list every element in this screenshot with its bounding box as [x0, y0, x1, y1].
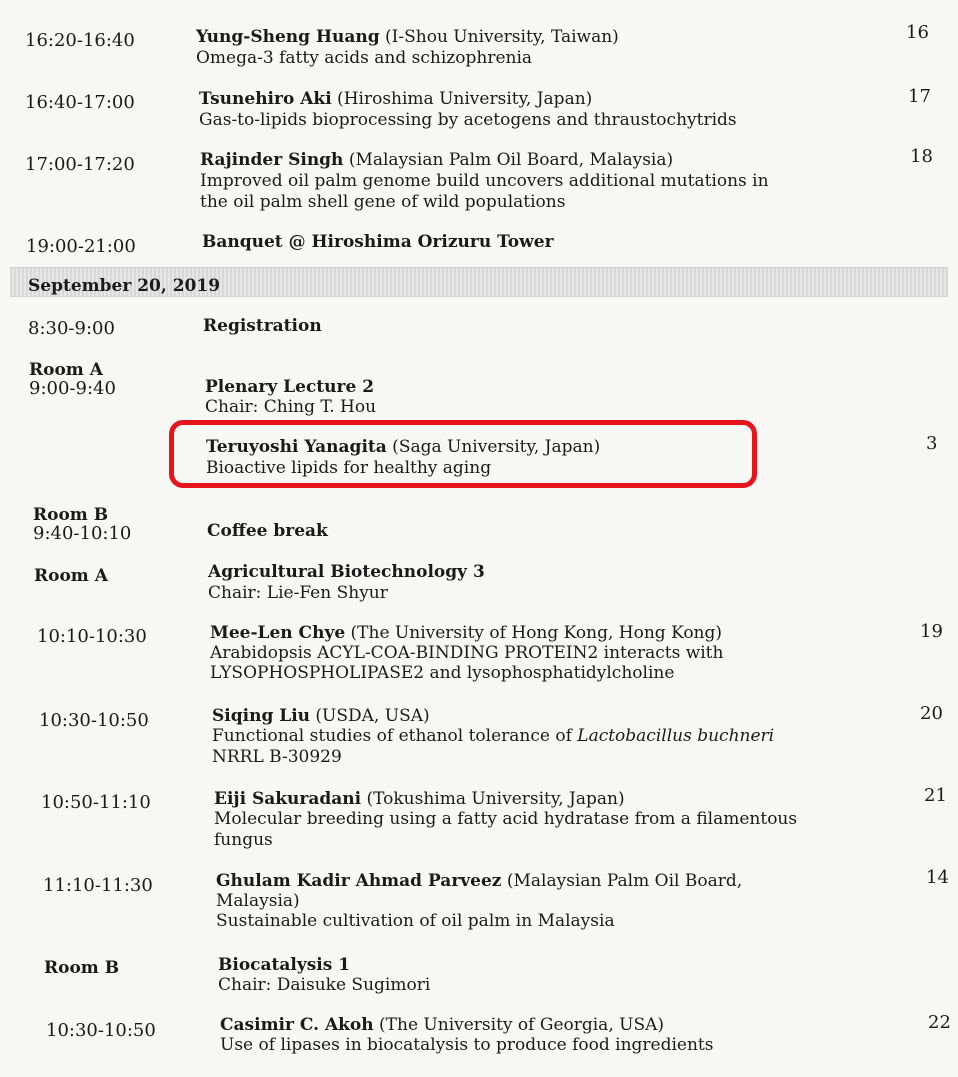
speaker-line: [214, 789, 625, 809]
registration-label: Registration: [203, 316, 322, 336]
page-number: 20: [920, 703, 943, 724]
talk-title: LYSOPHOSPHOLIPASE2 and lysophosphatidylcholine: [210, 663, 675, 683]
time-slot: 19:00-21:00: [26, 236, 136, 257]
talk-title: [212, 726, 774, 746]
talk-title: Arabidopsis ACYL-COA-BINDING PROTEIN2 interacts with: [210, 643, 724, 663]
page-number: 14: [926, 867, 949, 888]
time-slot: 9:40-10:10: [33, 523, 132, 544]
affiliation: Malaysia): [216, 891, 300, 911]
session-title: Biocatalysis 1: [218, 955, 351, 975]
time-slot: 9:00-9:40: [29, 378, 116, 399]
time-slot: 10:50-11:10: [41, 792, 151, 813]
talk-title: Improved oil palm genome build uncovers additional mutations in: [200, 171, 769, 191]
page-number: 19: [920, 621, 943, 642]
talk-title: Molecular breeding using a fatty acid hydratase from a filamentous: [214, 809, 798, 829]
affiliation: (The University of Hong Kong, Hong Kong): [345, 623, 723, 643]
affiliation: (Tokushima University, Japan): [361, 789, 625, 809]
speaker-line: [216, 871, 742, 891]
speaker-name: Tsunehiro Aki: [199, 89, 332, 109]
speaker-line: [200, 150, 673, 170]
title-text: Functional studies of ethanol tolerance of: [212, 726, 578, 746]
speaker-name: Rajinder Singh: [200, 150, 344, 170]
species-name: Lactobacillus buchneri: [577, 726, 775, 746]
banquet-label: Banquet @ Hiroshima Orizuru Tower: [202, 232, 554, 252]
speaker-line: [206, 437, 600, 457]
time-slot: 16:20-16:40: [25, 30, 135, 51]
coffee-label: Coffee break: [207, 521, 328, 541]
speaker-name: Ghulam Kadir Ahmad Parveez: [216, 871, 502, 891]
speaker-line: [210, 623, 722, 643]
room-label: Room A: [34, 566, 108, 586]
affiliation: (Saga University, Japan): [386, 437, 601, 457]
speaker-line: [199, 89, 592, 109]
speaker-name: Teruyoshi Yanagita: [206, 437, 387, 457]
affiliation: (I-Shou University, Taiwan): [379, 27, 619, 47]
time-slot: 10:30-10:50: [39, 710, 149, 731]
talk-title: Use of lipases in biocatalysis to produce food ingredients: [220, 1035, 714, 1055]
affiliation: (The University of Georgia, USA): [373, 1015, 665, 1035]
room-label: Room A: [29, 360, 103, 380]
time-slot: 8:30-9:00: [28, 318, 115, 339]
page-number: 21: [924, 785, 947, 806]
speaker-name: Yung-Sheng Huang: [196, 27, 380, 47]
time-slot: 10:30-10:50: [46, 1020, 156, 1041]
speaker-line: [196, 27, 619, 47]
talk-title: Gas-to-lipids bioprocessing by acetogens and thraustochytrids: [199, 110, 737, 130]
talk-title: NRRL B-30929: [212, 747, 342, 767]
session-title: Plenary Lecture 2: [205, 377, 375, 397]
time-slot: 11:10-11:30: [43, 875, 153, 896]
date-heading: September 20, 2019: [28, 276, 221, 296]
affiliation: (Hiroshima University, Japan): [331, 89, 593, 109]
speaker-line: [220, 1015, 664, 1035]
affiliation: (USDA, USA): [310, 706, 430, 726]
page-number: 3: [926, 433, 938, 454]
session-chair: Chair: Ching T. Hou: [205, 397, 377, 417]
speaker-line: [212, 706, 430, 726]
time-slot: 10:10-10:30: [37, 626, 147, 647]
speaker-name: Eiji Sakuradani: [214, 789, 362, 809]
session-chair: Chair: Daisuke Sugimori: [218, 975, 431, 995]
speaker-name: Siqing Liu: [212, 706, 311, 726]
room-label: Room B: [33, 505, 109, 525]
page-number: 16: [906, 22, 929, 43]
talk-title: Bioactive lipids for healthy aging: [206, 458, 492, 478]
talk-title: the oil palm shell gene of wild populations: [200, 192, 566, 212]
speaker-name: Casimir C. Akoh: [220, 1015, 374, 1035]
time-slot: 16:40-17:00: [25, 92, 135, 113]
speaker-name: Mee-Len Chye: [210, 623, 346, 643]
talk-title: Sustainable cultivation of oil palm in Malaysia: [216, 911, 615, 931]
affiliation: (Malaysian Palm Oil Board, Malaysia): [343, 150, 674, 170]
session-title: Agricultural Biotechnology 3: [208, 562, 485, 582]
page-number: 18: [910, 146, 933, 167]
page-number: 17: [908, 86, 931, 107]
talk-title: fungus: [214, 830, 273, 850]
affiliation: (Malaysian Palm Oil Board,: [501, 871, 743, 891]
page-number: 22: [928, 1012, 951, 1033]
session-chair: Chair: Lie-Fen Shyur: [208, 583, 388, 603]
room-label: Room B: [44, 958, 120, 978]
time-slot: 17:00-17:20: [25, 154, 135, 175]
talk-title: Omega-3 fatty acids and schizophrenia: [196, 48, 533, 68]
